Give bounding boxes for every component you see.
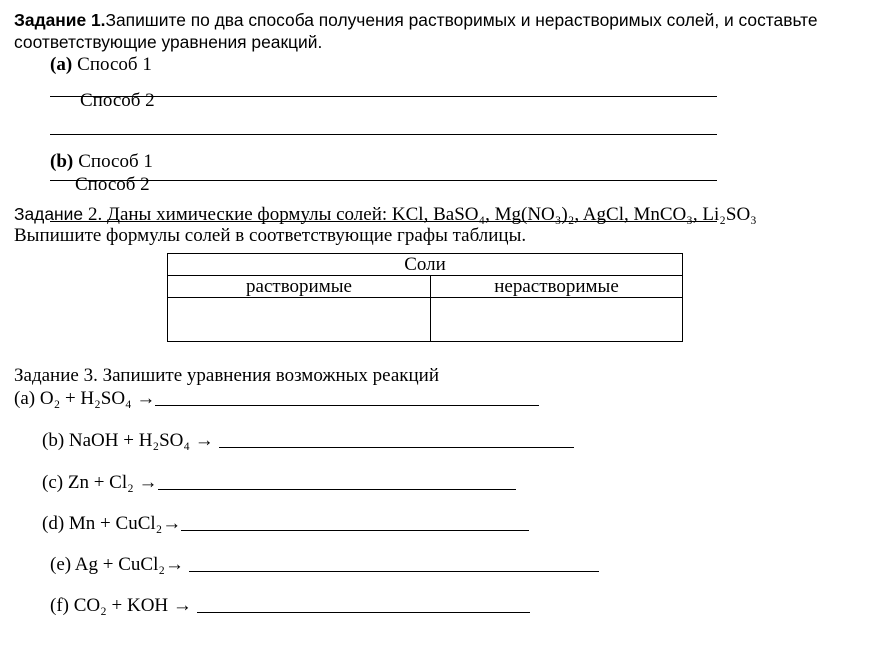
salts-table-header: Соли bbox=[168, 254, 683, 276]
reaction-e-label: (e) bbox=[50, 554, 72, 575]
insoluble-column-header: нерастворимые bbox=[431, 276, 683, 298]
salts-table bbox=[167, 253, 683, 342]
soluble-column-header: растворимые bbox=[168, 276, 431, 298]
task2-instruction: Выпишите формулы солей в соответствующие графы таблицы. bbox=[14, 225, 527, 246]
task1-part-b-label: (b) bbox=[50, 151, 74, 172]
task2-statement: 2. Даны химические формулы солей: KCl, BaSO₄, Mg(NO₃)₂, AgCl, MnCO₃, Li₂SO₃ bbox=[88, 204, 757, 225]
task3-title: Задание 3. Запишите уравнения возможных реакций bbox=[14, 365, 439, 386]
reaction-d bbox=[42, 513, 529, 535]
salts-table-columns-row bbox=[168, 276, 683, 298]
task1-part-b-method1-label: Способ 1 bbox=[78, 151, 153, 172]
task1-part-b-method2-answer-line[interactable] bbox=[50, 221, 717, 222]
task1-text-line1: Запишите по два способа получения растворимых и нерастворимых солей, и составьте bbox=[105, 10, 818, 30]
reaction-b-label: (b) bbox=[42, 430, 65, 451]
reaction-c bbox=[42, 472, 516, 494]
reaction-d-label: (d) bbox=[42, 513, 65, 534]
salts-table-answer-row bbox=[168, 298, 683, 342]
task1-heading-line1 bbox=[14, 9, 818, 31]
reaction-e-equation: Ag + CuCl₂→ bbox=[74, 554, 184, 575]
reaction-b-equation: NaOH + H₂SO₄ → bbox=[68, 430, 214, 451]
task1-part-b-method1 bbox=[50, 151, 153, 173]
reaction-a-answer-line[interactable] bbox=[155, 405, 539, 406]
task1-part-b-method1-answer-line[interactable] bbox=[50, 180, 717, 181]
task1-part-a-method2-answer-line[interactable] bbox=[50, 134, 717, 135]
reaction-c-answer-line[interactable] bbox=[158, 489, 516, 490]
reaction-c-label: (c) bbox=[42, 472, 64, 493]
reaction-e bbox=[50, 554, 599, 576]
task1-part-a-method2-label: Способ 2 bbox=[80, 90, 155, 111]
reaction-b-answer-line[interactable] bbox=[219, 447, 574, 448]
task1-title: Задание 1. bbox=[14, 10, 106, 30]
insoluble-answer-cell[interactable] bbox=[431, 298, 683, 342]
task1-part-b-method2-label: Способ 2 bbox=[75, 174, 150, 195]
reaction-f-label: (f) bbox=[50, 595, 69, 616]
task1-part-a-method1-label: Способ 1 bbox=[77, 54, 152, 75]
reaction-f-answer-line[interactable] bbox=[197, 612, 530, 613]
reaction-a-label: (a) bbox=[14, 388, 36, 409]
salts-table-header-row bbox=[168, 254, 683, 276]
task2-title: Задание bbox=[14, 204, 83, 224]
reaction-f bbox=[50, 595, 530, 617]
task1-part-a-method1 bbox=[50, 54, 152, 76]
task2-statement-line bbox=[14, 203, 757, 226]
reaction-a bbox=[14, 388, 539, 410]
soluble-answer-cell[interactable] bbox=[168, 298, 431, 342]
reaction-f-equation: CO₂ + KOH → bbox=[73, 595, 192, 616]
reaction-d-answer-line[interactable] bbox=[181, 530, 529, 531]
reaction-a-equation: O₂ + H₂SO₄ → bbox=[39, 388, 156, 409]
task1-text-line2: соответствующие уравнения реакций. bbox=[14, 32, 323, 52]
reaction-d-equation: Mn + CuCl₂→ bbox=[68, 513, 182, 534]
reaction-b bbox=[42, 430, 574, 452]
reaction-e-answer-line[interactable] bbox=[189, 571, 599, 572]
task1-part-a-label: (a) bbox=[50, 54, 73, 75]
reaction-c-equation: Zn + Cl₂ → bbox=[67, 472, 158, 493]
